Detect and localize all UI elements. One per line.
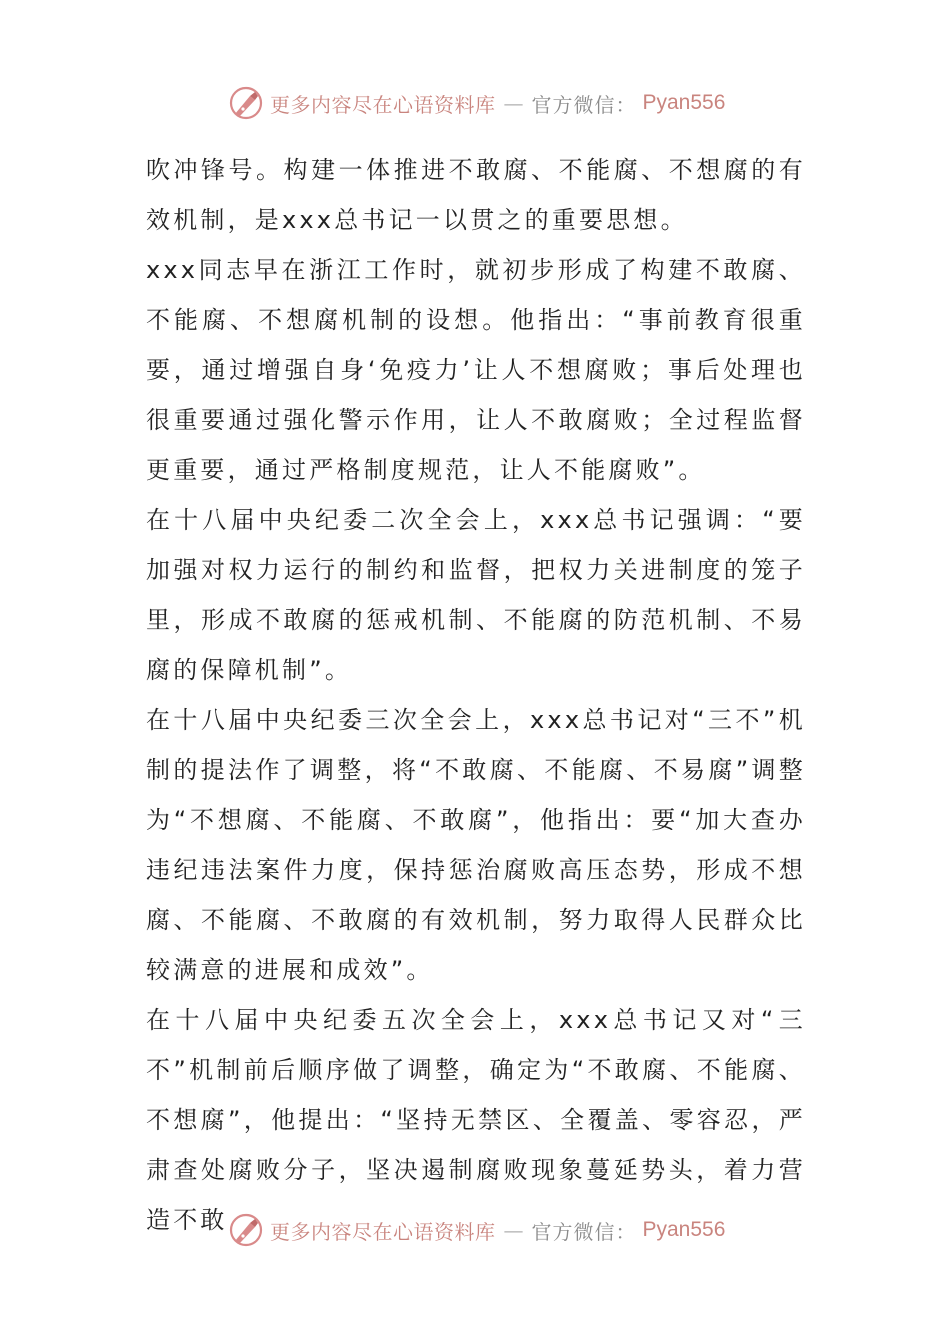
banner-dash: —	[503, 91, 524, 115]
promo-text: 更多内容尽在心语资料库	[270, 1219, 496, 1244]
paragraph-1: 吹冲锋号。构建一体推进不敢腐、不能腐、不想腐的有效机制，是xxx总书记一以贯之的重要思想。	[146, 156, 806, 234]
wechat-label: 官方微信：	[531, 1219, 637, 1244]
paragraph-3: 在十八届中央纪委二次全会上，xxx总书记强调：“要加强对权力运行的制约和监督，把权力关进制度的笼子里，形成不敢腐的惩戒机制、不能腐的防范机制、不易腐的保障机制”。	[146, 506, 806, 684]
wechat-id: Pyan556	[642, 91, 726, 114]
promo-text: 更多内容尽在心语资料库	[270, 92, 496, 117]
banner-dash: —	[503, 1218, 524, 1242]
header-banner	[228, 84, 725, 122]
document-body	[146, 145, 806, 1245]
footer-banner	[228, 1211, 725, 1249]
paragraph-5: 在十八届中央纪委五次全会上，xxx总书记又对“三不”机制前后顺序做了调整，确定为“不敢腐、不能腐、不想腐”，他提出：“坚持无禁区、全覆盖、零容忍，严肃查处腐败分子，坚决遏制腐败现象蔓延势头，着力营造不敢	[146, 1006, 806, 1234]
wechat-label: 官方微信：	[531, 92, 637, 117]
paragraph-2: xxx同志早在浙江工作时，就初步形成了构建不敢腐、不能腐、不想腐机制的设想。他指出：“事前教育很重要，通过增强自身‘免疫力’让人不想腐败；事后处理也很重要通过强化警示作用，让人不敢腐败；全过程监督更重要，通过严格制度规范，让人不能腐败”。	[146, 256, 806, 484]
pen-nib-logo-icon	[228, 1212, 264, 1248]
paragraph-4: 在十八届中央纪委三次全会上，xxx总书记对“三不”机制的提法作了调整，将“不敢腐、不能腐、不易腐”调整为“不想腐、不能腐、不敢腐”，他指出：要“加大查办违纪违法案件力度，保持惩治腐败高压态势，形成不想腐、不能腐、不敢腐的有效机制，努力取得人民群众比较满意的进展和成效”。	[146, 706, 806, 984]
pen-nib-logo-icon	[228, 85, 264, 121]
wechat-id: Pyan556	[642, 1218, 726, 1241]
